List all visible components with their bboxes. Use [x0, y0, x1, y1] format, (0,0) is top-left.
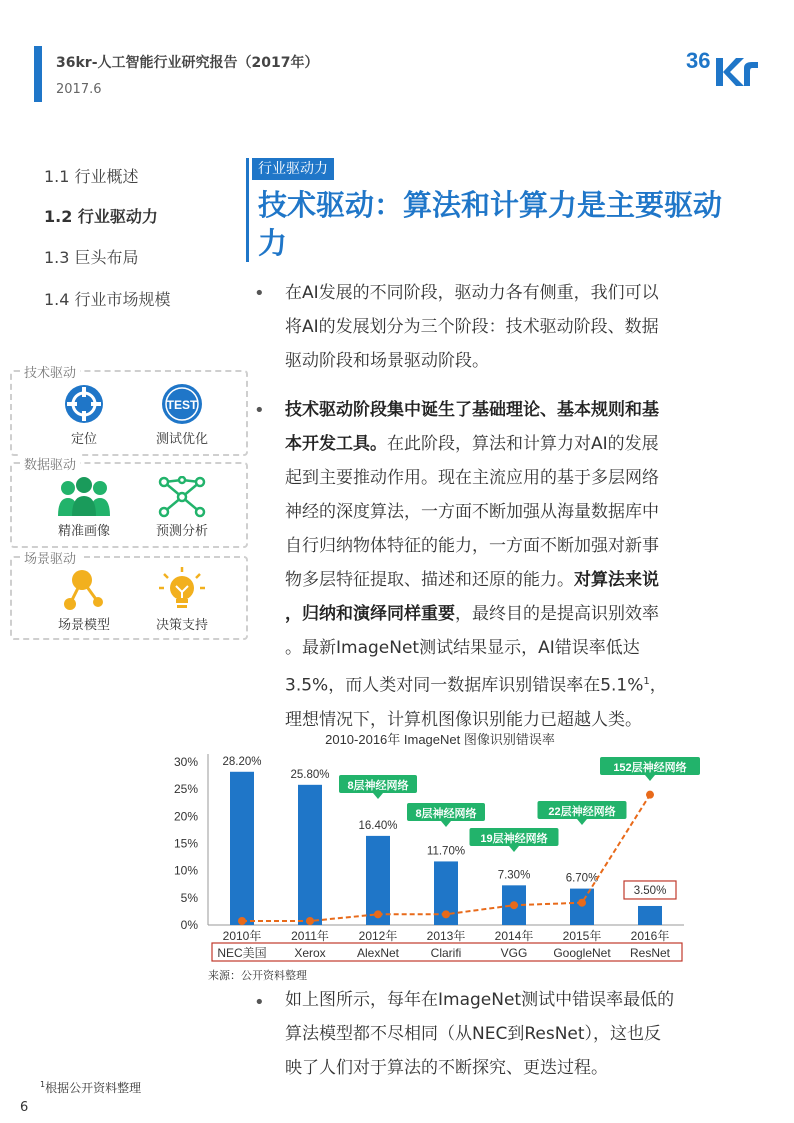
nav-item-giants[interactable]: 1.3 巨头布局	[44, 248, 139, 267]
panel-data-driven	[10, 458, 248, 548]
page-number: 6	[20, 1100, 29, 1115]
chart-bar	[230, 772, 254, 925]
chart-title: 2010-2016年 ImageNet 图像识别错误率	[325, 732, 555, 747]
x-year-label: 2012年	[358, 929, 398, 943]
report-title: 36kr-人工智能行业研究报告（2017年）	[56, 55, 319, 71]
footnote: $^1$根据公开资料整理	[40, 1080, 142, 1095]
y-tick-label: 30%	[173, 755, 198, 769]
layer-callout-label: 152层神经网络	[613, 762, 687, 774]
y-tick-label: 15%	[173, 836, 198, 851]
section-accent-line	[246, 158, 249, 262]
bar-value-label: 6.70%	[565, 872, 599, 885]
layer-callout-label: 8层神经网络	[415, 808, 477, 820]
panel-item-decision: 决策支持	[142, 566, 222, 633]
layers-point	[442, 910, 450, 918]
x-model-label: ResNet	[629, 946, 671, 960]
y-tick-label: 0%	[180, 918, 198, 932]
36kr-logo	[686, 44, 760, 88]
x-year-label: 2013年	[426, 929, 466, 943]
svg-text:36: 36	[686, 48, 711, 73]
x-year-label: 2016年	[630, 929, 670, 943]
network-icon	[158, 476, 206, 518]
scene-model-icon	[60, 568, 108, 612]
bullet-marker: •	[254, 400, 265, 421]
x-year-label: 2014年	[494, 929, 534, 943]
x-model-label: Xerox	[294, 946, 326, 960]
panel-item-scene-model: 场景模型	[44, 568, 124, 633]
layers-point	[510, 901, 518, 909]
x-model-label: Clarifi	[430, 946, 462, 960]
chart-source: 来源：公开资料整理	[208, 970, 307, 982]
panel-item-profile: 精准画像	[44, 476, 124, 539]
x-model-label: GoogleNet	[553, 946, 611, 960]
layer-callout-pointer	[577, 819, 587, 825]
section-tag: 行业驱动力	[252, 158, 334, 180]
layers-point	[646, 791, 654, 799]
y-tick-label: 5%	[180, 890, 198, 905]
nav-item-drivers[interactable]: 1.2 行业驱动力	[44, 207, 158, 226]
bar-value-label: 7.30%	[497, 869, 531, 882]
bar-value-label: 28.20%	[222, 755, 262, 768]
bar-value-label: 16.40%	[358, 819, 398, 832]
x-model-label: AlexNet	[356, 946, 400, 960]
chart-bar	[298, 785, 322, 925]
layers-point	[578, 899, 586, 907]
x-model-label: NEC美国	[217, 946, 267, 960]
paragraph-stages: 在AI发展的不同阶段，驱动力各有侧重，我们可以 将AI的发展划分为三个阶段：技术驱动阶段、数据 驱动阶段和场景驱动阶段。	[285, 283, 659, 371]
bar-value-label: 25.80%	[290, 768, 330, 781]
header-accent-bar	[34, 46, 42, 102]
layer-callout-pointer	[373, 793, 383, 799]
svg-text:TEST: TEST	[166, 398, 198, 412]
lightbulb-icon	[158, 566, 206, 612]
paragraph-algorithm-evolution: 如上图所示，每年在ImageNet测试中错误率最低的 算法模型都不尽相同（从NEC到ResNet），这也反 映了人们对于算法的不断探究、更迭过程。	[285, 990, 675, 1078]
paragraph-tech-driven: 技术驱动阶段集中诞生了基础理论、基本规则和基 本开发工具。在此阶段，算法和计算力对AI的发展 起到主要推动作用。现在主流应用的基于多层网络 神经的深度算法，一方面不断加强从海量数据库中 自行归纳物体特征的能力，一方面不断加强对新事 物多层特征提取、描述和还原的能力。对算法来说 ，归纳和演绎同样重要，最终目的是提高识别效率 。最新ImageNet测试结果显示，AI错误率低达 3.5%，而人类对同一数据库识别错误率在5.1%$^1$， 理想情况下，计算机图像识别能力已超越人类。	[285, 400, 667, 730]
y-tick-label: 20%	[173, 809, 198, 824]
nav-item-market-size[interactable]: 1.4 行业市场规模	[44, 290, 171, 309]
bar-value-label: 11.70%	[426, 845, 466, 858]
layers-point	[238, 917, 246, 925]
chart-bar	[638, 906, 662, 925]
y-tick-label: 25%	[173, 782, 198, 797]
bullet-marker: •	[254, 283, 265, 304]
section-title: 技术驱动：算法和计算力是主要驱动力	[258, 188, 723, 260]
panel-label: 场景驱动	[20, 548, 80, 567]
test-icon	[160, 382, 204, 426]
panel-label: 技术驱动	[20, 362, 80, 381]
layer-callout-label: 19层神经网络	[480, 833, 548, 845]
panel-item-test: TEST 测试优化	[142, 382, 222, 447]
x-year-label: 2010年	[222, 929, 262, 943]
locate-icon	[62, 382, 106, 426]
panel-scene-driven	[10, 552, 248, 640]
bar-value-label: 3.50%	[633, 884, 667, 897]
x-year-label: 2011年	[291, 929, 329, 943]
people-icon	[56, 476, 112, 518]
layer-callout-label: 8层神经网络	[347, 780, 409, 792]
x-model-label: VGG	[500, 946, 528, 960]
panel-label: 数据驱动	[20, 454, 80, 473]
bullet-marker: •	[254, 992, 265, 1013]
chart-bar	[570, 889, 594, 925]
layer-callout-pointer	[441, 821, 451, 827]
panel-tech-driven	[10, 366, 248, 456]
layer-callout-pointer	[645, 775, 655, 781]
layer-callout-label: 22层神经网络	[548, 806, 616, 818]
imagenet-error-chart	[170, 730, 710, 990]
layers-point	[374, 910, 382, 918]
panel-item-locate: 定位	[44, 382, 124, 447]
nav-item-overview[interactable]: 1.1 行业概述	[44, 167, 139, 186]
layer-callout-pointer	[509, 846, 519, 852]
x-year-label: 2015年	[562, 929, 602, 943]
y-tick-label: 10%	[173, 863, 198, 878]
panel-item-predict: 预测分析	[142, 476, 222, 539]
report-date: 2017.6	[56, 82, 102, 97]
layers-point	[306, 917, 314, 925]
